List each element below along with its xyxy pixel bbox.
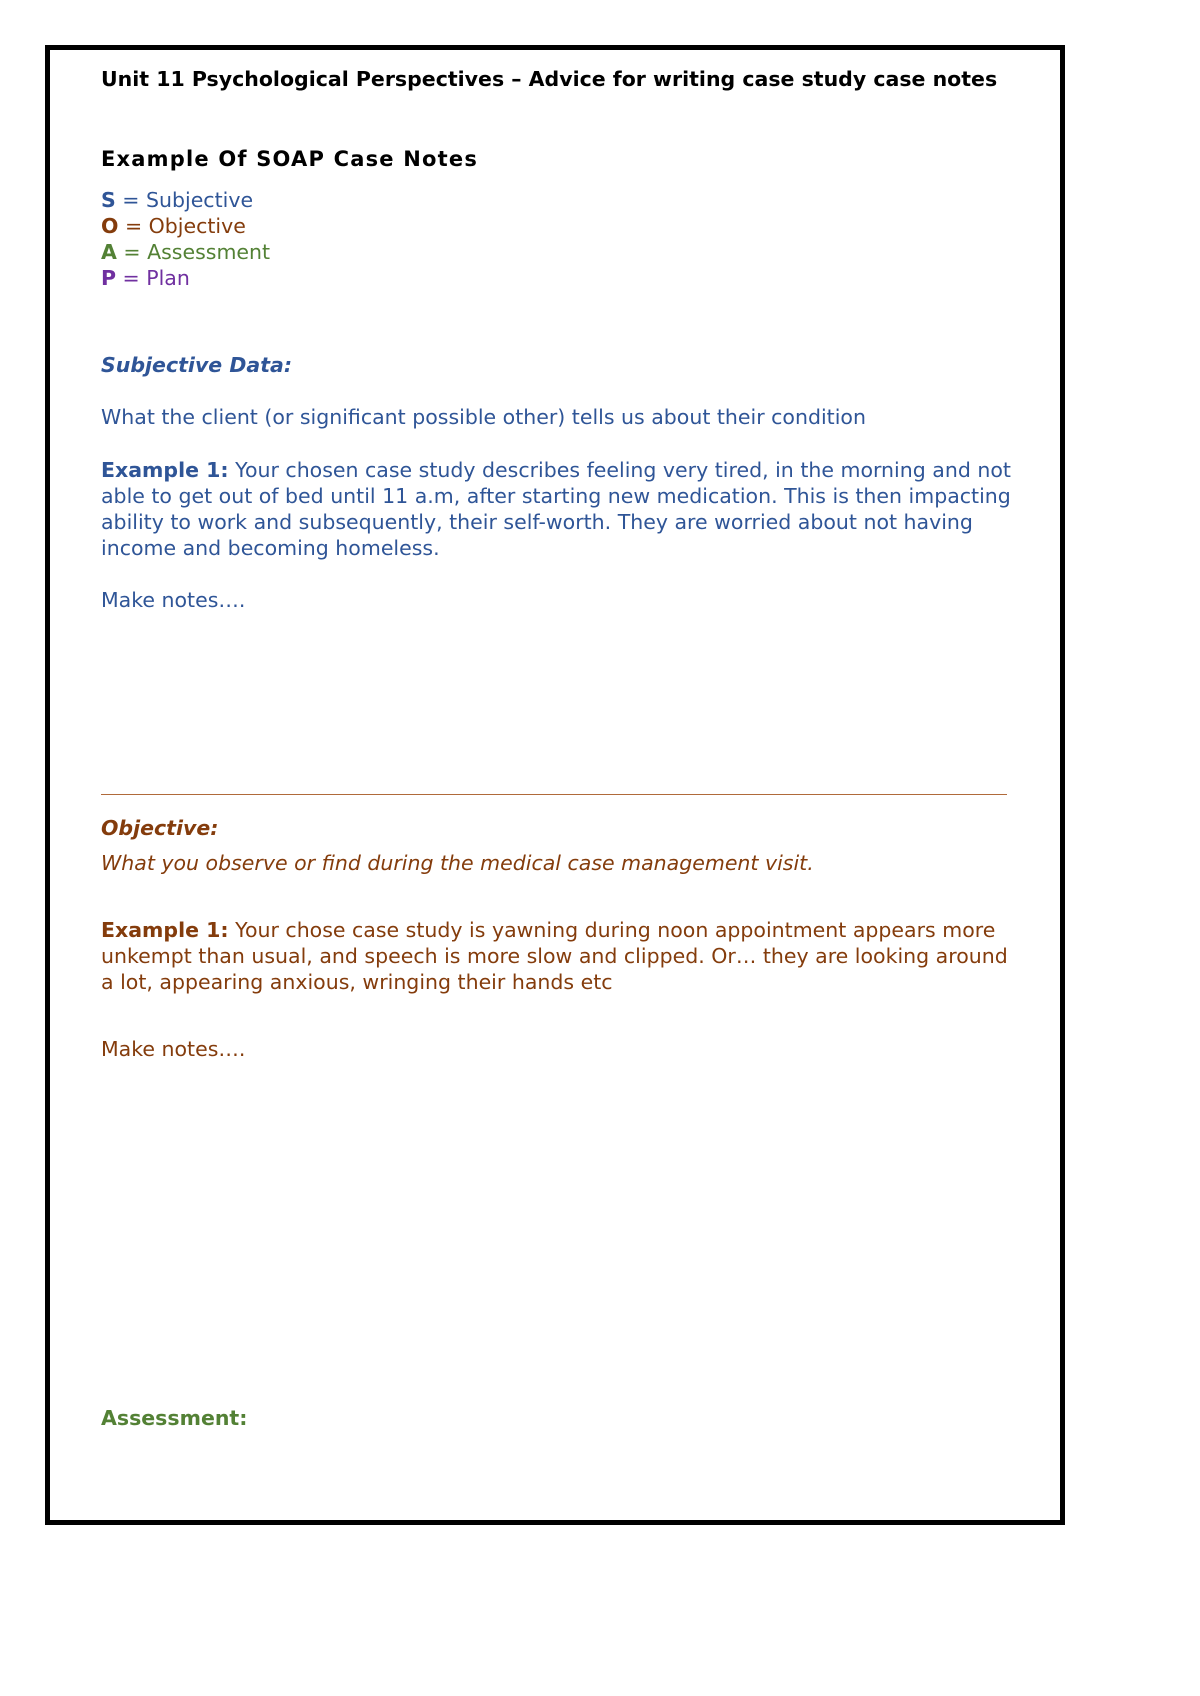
key-letter: P (101, 266, 117, 290)
page-border (45, 45, 1065, 1525)
assessment-heading: Assessment: (101, 1406, 248, 1430)
objective-example (101, 917, 1021, 995)
key-eq: = (116, 266, 147, 290)
key-letter: S (101, 188, 116, 212)
subjective-heading: Subjective Data: (101, 353, 293, 377)
objective-heading: Objective: (101, 816, 219, 840)
objective-description: What you observe or find during the medical case management visit. (101, 851, 814, 875)
soap-key-p (101, 265, 190, 291)
key-word: Assessment (147, 240, 271, 264)
key-word: Plan (146, 266, 190, 290)
example-label: Example 1: (101, 918, 229, 942)
key-letter: O (101, 214, 119, 238)
key-word: Objective (148, 214, 246, 238)
example-text: Your chosen case study describes feeling very tired, in the morning and not able to get out of bed until 11 a.m, after starting new medication. This is then impacting ability to work and subsequently, their self-worth. They are worried about not having income and becoming homeless. (101, 458, 1011, 560)
key-letter: A (101, 240, 117, 264)
key-eq: = (116, 240, 148, 264)
soap-key-o (101, 213, 246, 239)
key-word: Subjective (145, 188, 254, 212)
key-eq: = (115, 188, 146, 212)
soap-key-s (101, 187, 253, 213)
soap-key-a (101, 239, 270, 265)
objective-notes-prompt: Make notes…. (101, 1037, 246, 1061)
document-title: Unit 11 Psychological Perspectives – Advice for writing case study case notes (101, 67, 998, 91)
section-heading: Example Of SOAP Case Notes (101, 147, 479, 171)
key-eq: = (118, 214, 149, 238)
subjective-description: What the client (or significant possible other) tells us about their condition (101, 405, 866, 429)
section-divider (101, 794, 1007, 795)
example-label: Example 1: (101, 458, 229, 482)
subjective-notes-prompt: Make notes…. (101, 588, 246, 612)
example-text: Your chose case study is yawning during noon appointment appears more unkempt than usual, and speech is more slow and clipped. Or… they are looking around a lot, appearing anxious, wringing their hands etc (101, 918, 1008, 994)
subjective-example (101, 457, 1021, 561)
